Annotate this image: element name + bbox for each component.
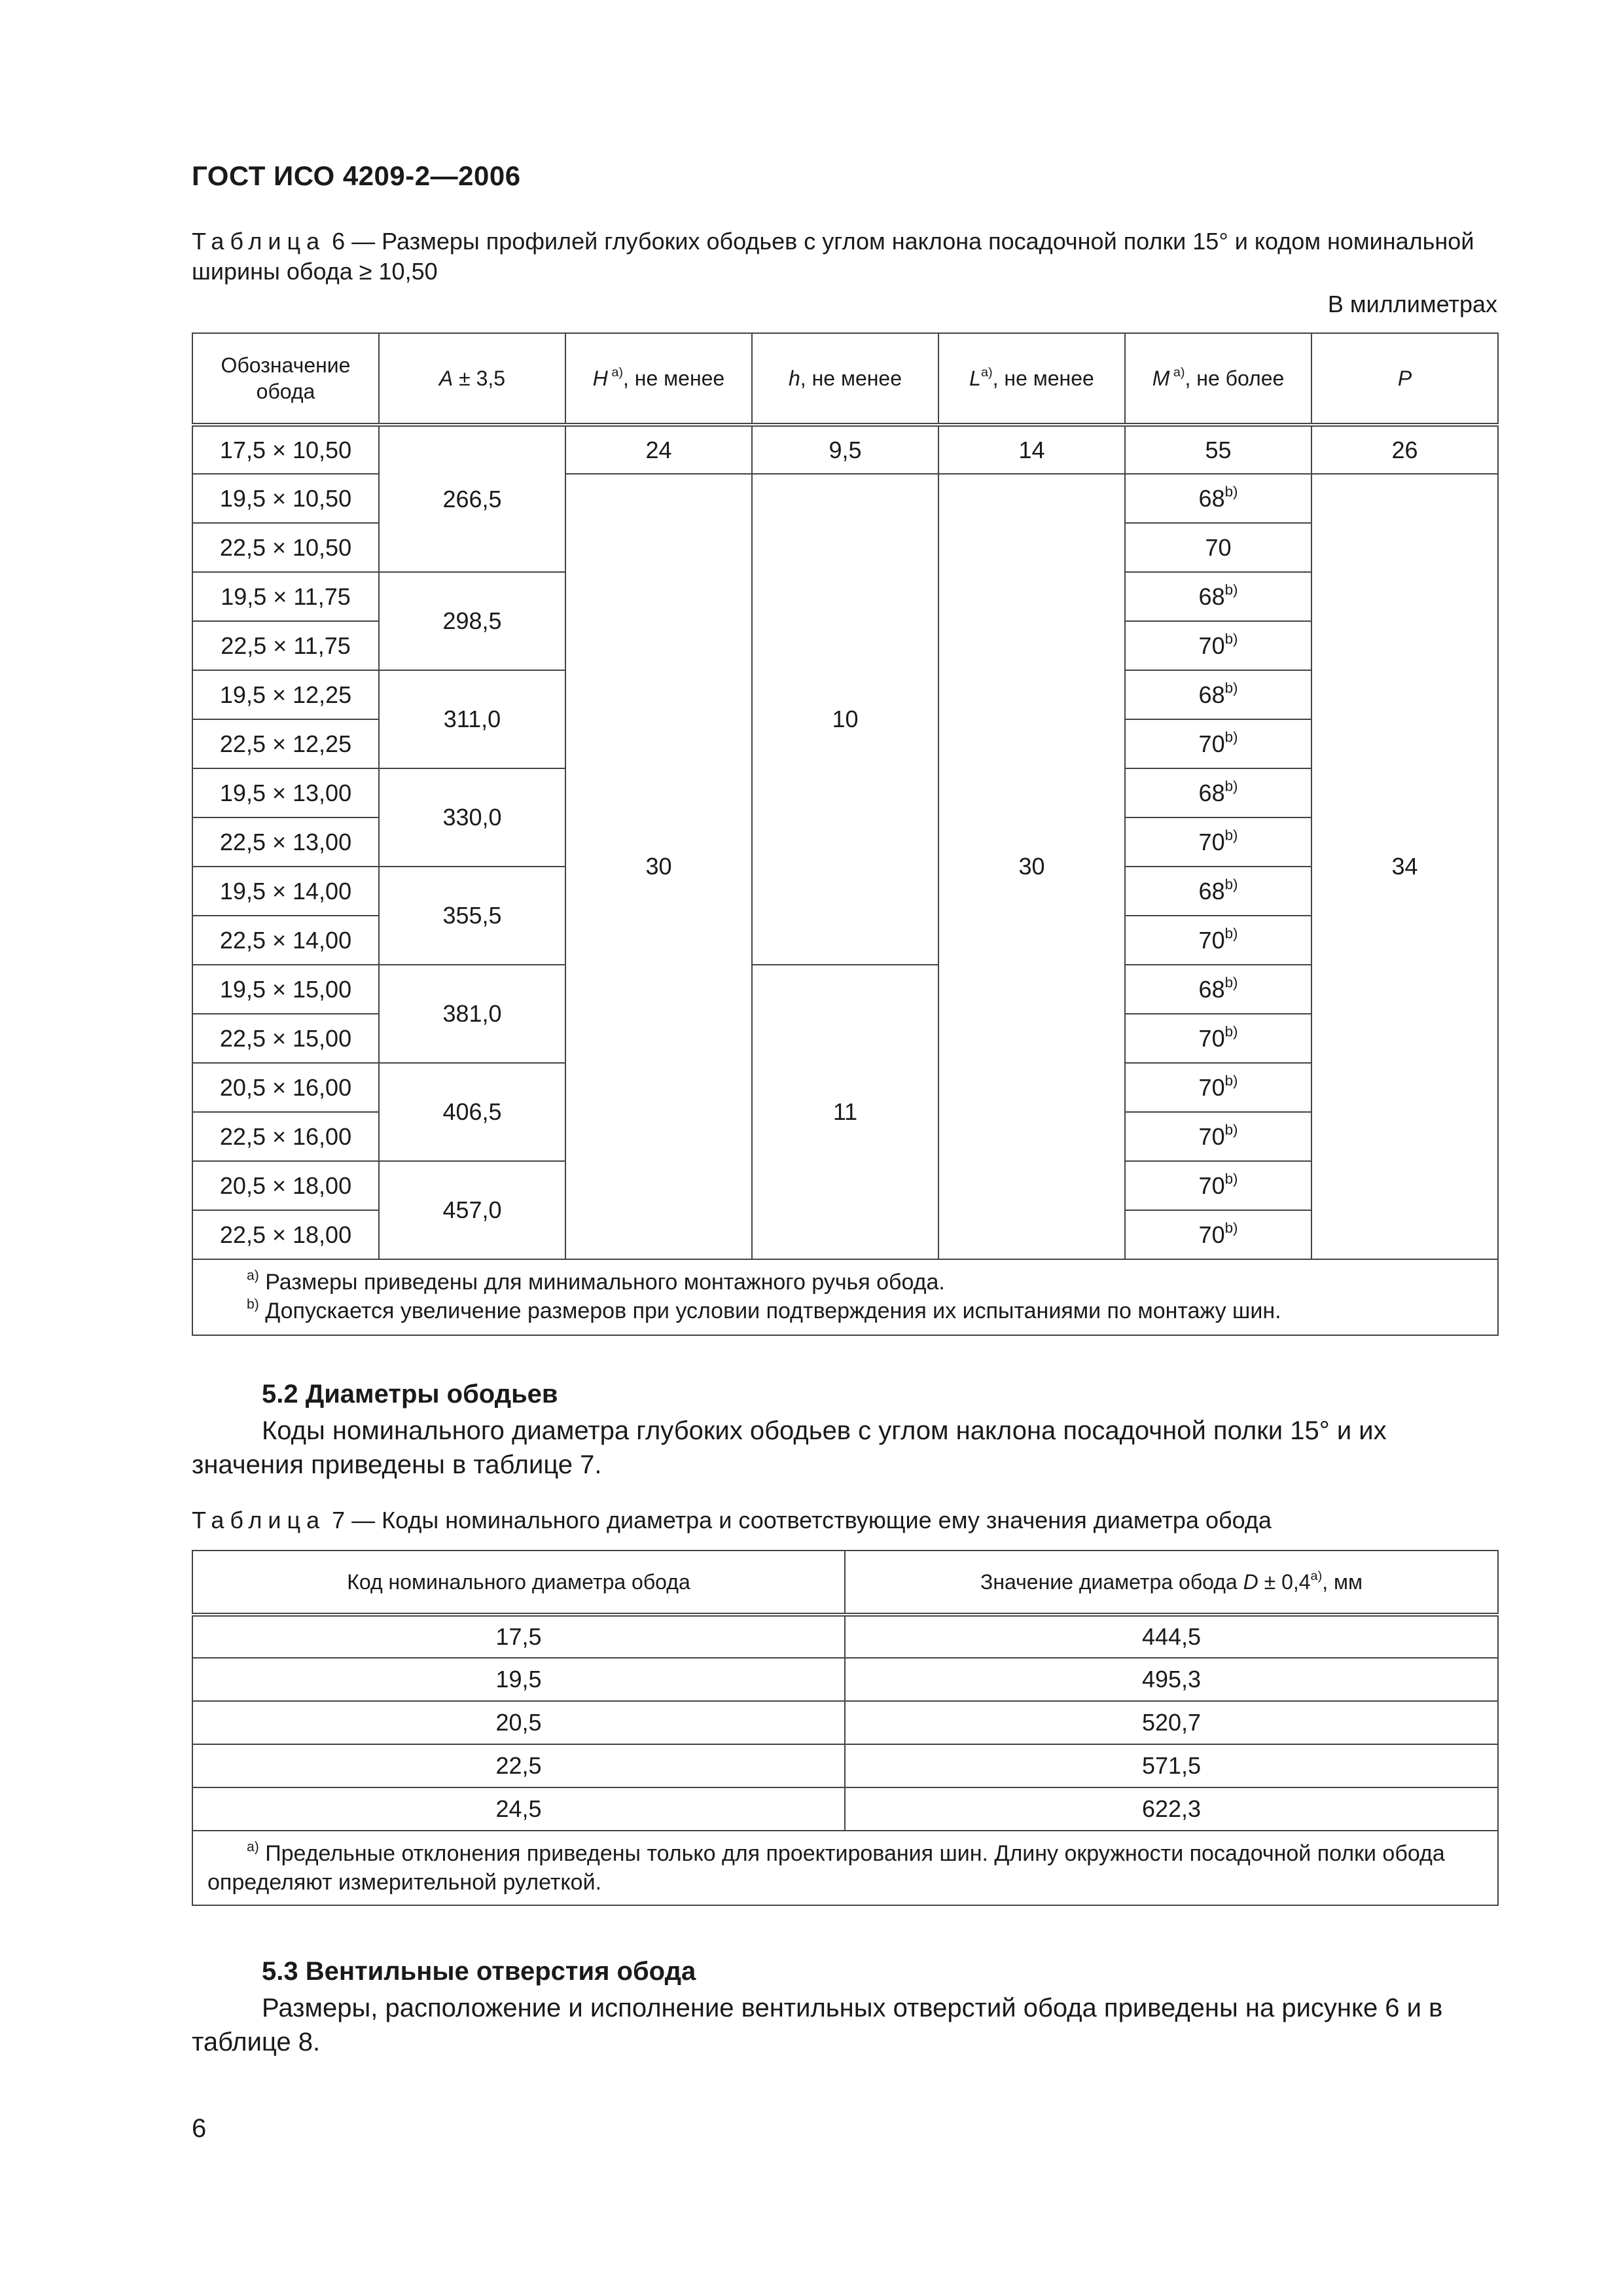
P-cell: 34 [1311, 474, 1498, 1259]
designation-cell: 19,5 × 11,75 [192, 572, 379, 621]
table7-footnote: $^{a)}$ Предельные отклонения приведены только для проектирования шин. Длину окружности посадочной полки обода определяют измерительной рулеткой. [192, 1831, 1498, 1905]
M-cell: 70$^{b)}$ [1125, 621, 1311, 670]
diameter-value-cell: 571,5 [845, 1744, 1498, 1787]
L-cell: 14 [938, 425, 1125, 474]
table-row [192, 1615, 1498, 1658]
M-cell: 68$^{b)}$ [1125, 768, 1311, 817]
P-cell: 26 [1311, 425, 1498, 474]
M-cell: 70$^{b)}$ [1125, 1112, 1311, 1161]
table6-header-row [192, 333, 1498, 425]
col-header-designation: Обозначение обода [192, 333, 379, 425]
designation-cell: 22,5 × 12,25 [192, 719, 379, 768]
diameter-code-cell: 17,5 [192, 1615, 845, 1658]
designation-cell: 19,5 × 13,00 [192, 768, 379, 817]
M-cell: 70$^{b)}$ [1125, 1210, 1311, 1259]
diameter-code-cell: 19,5 [192, 1658, 845, 1701]
designation-cell: 22,5 × 14,00 [192, 916, 379, 965]
table7-caption-word: Таблица [192, 1507, 326, 1534]
table-row [192, 1744, 1498, 1787]
col-header-L: $L^{a)}$, не менее [938, 333, 1125, 425]
M-cell: 68$^{b)}$ [1125, 867, 1311, 916]
H-cell: 30 [565, 474, 752, 1259]
designation-cell: 22,5 × 10,50 [192, 523, 379, 572]
table7-header-row [192, 1551, 1498, 1615]
table-row [192, 425, 1498, 474]
A-cell: 406,5 [379, 1063, 565, 1161]
M-cell: 68$^{b)}$ [1125, 474, 1311, 523]
table-row [192, 1658, 1498, 1701]
designation-cell: 19,5 × 12,25 [192, 670, 379, 719]
table6 [192, 332, 1499, 1336]
col-header-h: h, не менее [752, 333, 938, 425]
designation-cell: 20,5 × 18,00 [192, 1161, 379, 1210]
diameter-code-cell: 24,5 [192, 1787, 845, 1831]
designation-cell: 22,5 × 13,00 [192, 817, 379, 867]
section-5-2-text: Коды номинального диаметра глубоких ободьев с углом наклона посадочной полки 15° и их значения приведены в таблице 7. [192, 1416, 1387, 1479]
A-cell: 298,5 [379, 572, 565, 670]
document-id: ГОСТ ИСО 4209-2—2006 [192, 160, 521, 191]
M-cell: 68$^{b)}$ [1125, 572, 1311, 621]
designation-cell: 17,5 × 10,50 [192, 425, 379, 474]
M-cell: 68$^{b)}$ [1125, 670, 1311, 719]
designation-cell: 20,5 × 16,00 [192, 1063, 379, 1112]
designation-cell: 19,5 × 10,50 [192, 474, 379, 523]
h-cell: 9,5 [752, 425, 938, 474]
designation-cell: 22,5 × 11,75 [192, 621, 379, 670]
col-header-M: M $^{a)}$, не более [1125, 333, 1311, 425]
A-cell: 330,0 [379, 768, 565, 867]
footnote-a: $^{a)}$ Размеры приведены для минимального монтажного ручья обода. [247, 1268, 945, 1295]
diameter-value-cell: 495,3 [845, 1658, 1498, 1701]
table6-units: В миллиметрах [1327, 291, 1497, 317]
table7 [192, 1550, 1499, 1906]
section-5-2-heading: 5.2 Диаметры ободьев [262, 1380, 558, 1408]
designation-cell: 22,5 × 18,00 [192, 1210, 379, 1259]
page-number: 6 [192, 2114, 207, 2143]
h-cell: 10 [752, 474, 938, 965]
col-header-H: H $^{a)}$, не менее [565, 333, 752, 425]
A-cell: 457,0 [379, 1161, 565, 1259]
table7-caption [192, 1505, 1497, 1535]
h-cell: 11 [752, 965, 938, 1259]
table-row [192, 1701, 1498, 1744]
M-cell: 70$^{b)}$ [1125, 1014, 1311, 1063]
M-cell: 70$^{b)}$ [1125, 916, 1311, 965]
M-cell: 70$^{b)}$ [1125, 817, 1311, 867]
diameter-value-cell: 622,3 [845, 1787, 1498, 1831]
diameter-value-cell: 520,7 [845, 1701, 1498, 1744]
table6-caption-text: 6 — Размеры профилей глубоких ободьев с углом наклона посадочной полки 15° и кодом номинальной ширины обода ≥ 10,50 [192, 228, 1474, 285]
M-cell: 70$^{b)}$ [1125, 1063, 1311, 1112]
col-header-diameter-code: Код номинального диаметра обода [192, 1551, 845, 1615]
H-cell: 24 [565, 425, 752, 474]
table-row [192, 1787, 1498, 1831]
diameter-code-cell: 20,5 [192, 1701, 845, 1744]
M-cell: 55 [1125, 425, 1311, 474]
table-row [192, 965, 1498, 1014]
section-5-3-heading: 5.3 Вентильные отверстия обода [262, 1957, 696, 1986]
A-cell: 381,0 [379, 965, 565, 1063]
designation-cell: 22,5 × 15,00 [192, 1014, 379, 1063]
footnote-b: $^{b)}$ Допускается увеличение размеров при условии подтверждения их испытаниями по монтажу шин. [247, 1297, 1281, 1323]
col-header-A: A ± 3,5 [379, 333, 565, 425]
designation-cell: 19,5 × 14,00 [192, 867, 379, 916]
A-cell: 311,0 [379, 670, 565, 768]
A-cell: 355,5 [379, 867, 565, 965]
table6-footnotes-row [192, 1259, 1498, 1335]
M-cell: 70 [1125, 523, 1311, 572]
designation-cell: 19,5 × 15,00 [192, 965, 379, 1014]
diameter-value-cell: 444,5 [845, 1615, 1498, 1658]
table6-caption-word: Таблица [192, 228, 326, 255]
M-cell: 68$^{b)}$ [1125, 965, 1311, 1014]
table7-caption-text: 7 — Коды номинального диаметра и соответствующие ему значения диаметра обода [325, 1507, 1272, 1534]
table7-footnote-row [192, 1831, 1498, 1905]
M-cell: 70$^{b)}$ [1125, 1161, 1311, 1210]
table6-caption [192, 226, 1497, 287]
designation-cell: 22,5 × 16,00 [192, 1112, 379, 1161]
diameter-code-cell: 22,5 [192, 1744, 845, 1787]
col-header-P: P [1311, 333, 1498, 425]
L-cell: 30 [938, 474, 1125, 1259]
section-5-3-text: Размеры, расположение и исполнение вентильных отверстий обода приведены на рисунке 6 и в таблице 8. [192, 1994, 1443, 2056]
table6-footnotes [192, 1259, 1498, 1335]
M-cell: 70$^{b)}$ [1125, 719, 1311, 768]
col-header-diameter-value: Значение диаметра обода $D \pm 0,4^{a)}$, мм [845, 1551, 1498, 1615]
A-cell: 266,5 [379, 425, 565, 572]
